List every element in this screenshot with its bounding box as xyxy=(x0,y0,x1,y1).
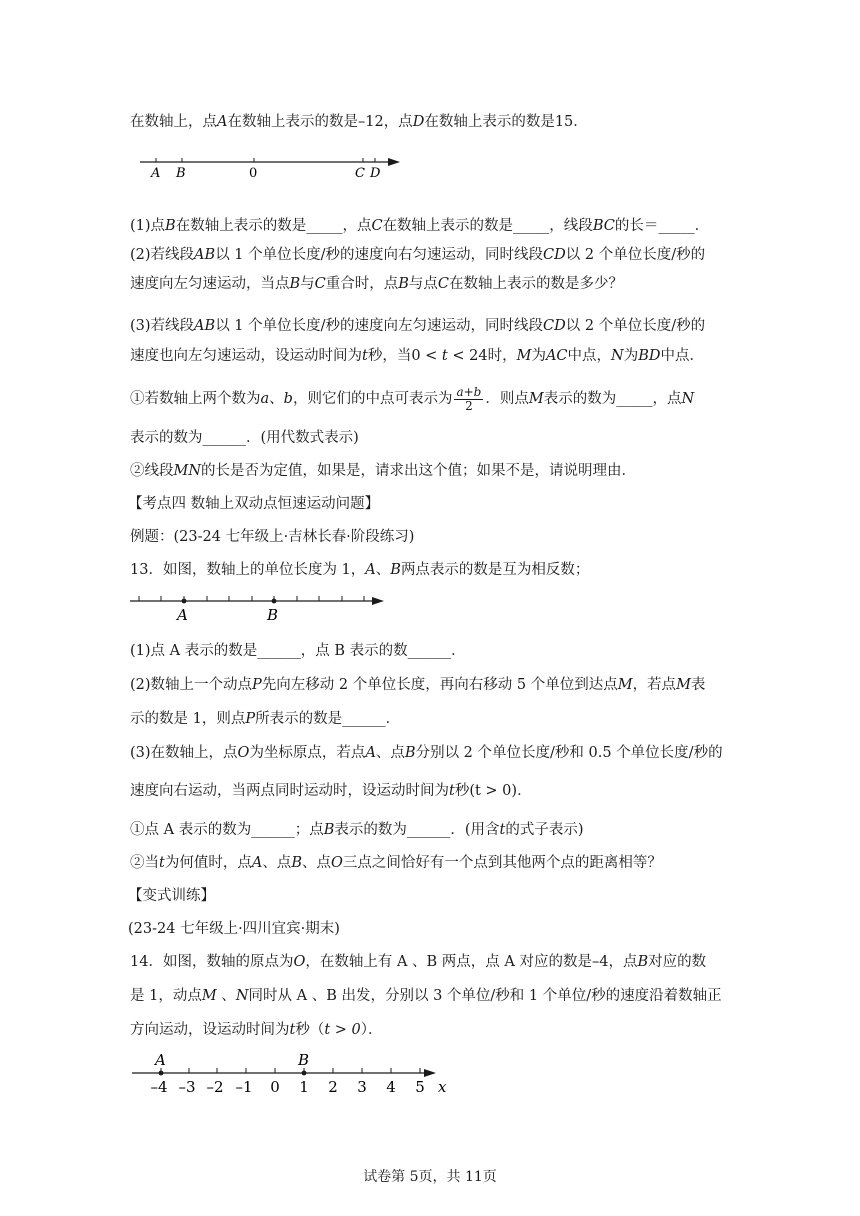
q12-part1: (1)点B在数轴上表示的数是_____，点C在数轴上表示的数是_____，线段BC的长＝_____． xyxy=(130,218,710,234)
number-line-figure-2 xyxy=(128,588,390,624)
q12-part3-sub1-line1: ①若数轴上两个数为a、b，则它们的中点可表示为 $\frac{a+b}{2}$ ．则点M表示的数为_____，点N xyxy=(130,384,695,413)
q12-part3-sub1-line2: 表示的数为______．(用代数式表示) xyxy=(130,430,359,446)
fig3-tick-0: 0 xyxy=(270,1078,280,1096)
variation-heading: 【变式训练】 xyxy=(128,888,215,904)
fig3-label-b: B xyxy=(298,1051,310,1069)
fig3-tick-1: 1 xyxy=(299,1078,309,1096)
fig2-label-a: A xyxy=(177,606,188,624)
fig3-tick-m4: –4 xyxy=(150,1078,168,1096)
q13-part3-line2: 速度向右运动，当两点同时运动时，设运动时间为t秒(t > 0)． xyxy=(130,783,532,799)
q14-line3: 方向运动，设运动时间为t秒（t > 0）． xyxy=(130,1022,383,1038)
q13-stem: 13．如图，数轴上的单位长度为 1，A、B两点表示的数是互为相反数； xyxy=(130,562,590,578)
q14-line2: 是 1，动点M 、N同时从 A 、B 出发，分别以 3 个单位/秒和 1 个单位/秒的速度沿着数轴正 xyxy=(130,988,722,1004)
q13-part1: (1)点 A 表示的数是______，点 B 表示的数______． xyxy=(130,643,466,659)
q13-part3-sub1: ①点 A 表示的数为______；点B表示的数为______．(用含t的式子表示) xyxy=(130,822,584,838)
fig1-label-a: A xyxy=(151,166,161,181)
q12-part3-sub2: ②线段MN的长是否为定值，如果是，请求出这个值；如果不是，请说明理由． xyxy=(130,463,637,479)
fig2-label-b: B xyxy=(267,606,279,624)
fig3-label-a: A xyxy=(155,1051,166,1069)
fig1-label-0: 0 xyxy=(249,166,258,181)
fig1-label-c: C xyxy=(355,166,365,181)
fig3-point-b xyxy=(302,1071,307,1076)
fig3-point-a xyxy=(159,1071,164,1076)
section-heading-4: 【考点四 数轴上双动点恒速运动问题】 xyxy=(128,496,380,512)
fig1-label-b: B xyxy=(176,166,186,181)
q12-part2-line2: 速度向左匀速运动，当点B与C重合时，点B与点C在数轴上表示的数是多少？ xyxy=(130,276,624,292)
page-footer: 试卷第 5页，共 11页 xyxy=(363,1169,497,1185)
fig3-tick-m1: –1 xyxy=(235,1078,253,1096)
fig3-tick-2: 2 xyxy=(328,1078,338,1096)
q14-line1: 14．如图，数轴的原点为O，在数轴上有 A 、B 两点，点 A 对应的数是–4，点B对应的数 xyxy=(130,954,707,970)
fig3-tick-4: 4 xyxy=(386,1078,396,1096)
midpoint-fraction: $\frac{a+b}{2}$ xyxy=(456,384,482,413)
example-source: 例题：(23-24 七年级上·吉林长春·阶段练习) xyxy=(130,529,415,545)
q13-part3-sub2: ②当t为何值时，点A、点B、点O三点之间恰好有一个点到其他两个点的距离相等？ xyxy=(130,855,662,871)
fig3-tick-5: 5 xyxy=(415,1078,425,1096)
fig3-tick-3: 3 xyxy=(357,1078,367,1096)
q13-part2-line1: (2)数轴上一个动点P先向左移动 2 个单位长度，再向右移动 5 个单位到达点M，若点M表 xyxy=(130,677,706,693)
fig2-point-a xyxy=(182,599,187,604)
q12-part2-line1: (2)若线段AB以 1 个单位长度/秒的速度向右匀速运动，同时线段CD以 2 个单位长度/秒的 xyxy=(130,247,706,263)
fig3-tick-m3: –3 xyxy=(178,1078,196,1096)
number-line-figure-3 xyxy=(130,1050,452,1096)
number-line-figure-1 xyxy=(138,150,408,184)
fig3-axis-label: x xyxy=(438,1078,447,1096)
intro-line: 在数轴上，点A在数轴上表示的数是–12，点D在数轴上表示的数是15． xyxy=(130,114,588,130)
fig2-point-b xyxy=(272,599,277,604)
fig1-label-d: D xyxy=(370,166,381,181)
q13-part2-line2: 示的数是 1，则点P所表示的数是______． xyxy=(130,711,401,727)
q13-part3-line1: (3)在数轴上，点O为坐标原点，若点A、点B分别以 2 个单位长度/秒和 0.5 个单位长度/秒的 xyxy=(130,745,723,761)
q12-part3-line2: 速度也向左匀速运动，设运动时间为t秒，当0 < t < 24时，M为AC中点，N为BD中点． xyxy=(130,348,704,364)
q12-part3-line1: (3)若线段AB以 1 个单位长度/秒的速度向左匀速运动，同时线段CD以 2 个单位长度/秒的 xyxy=(130,318,706,334)
q14-source: (23-24 七年级上·四川宜宾·期末) xyxy=(128,921,340,937)
fig3-tick-m2: –2 xyxy=(206,1078,224,1096)
